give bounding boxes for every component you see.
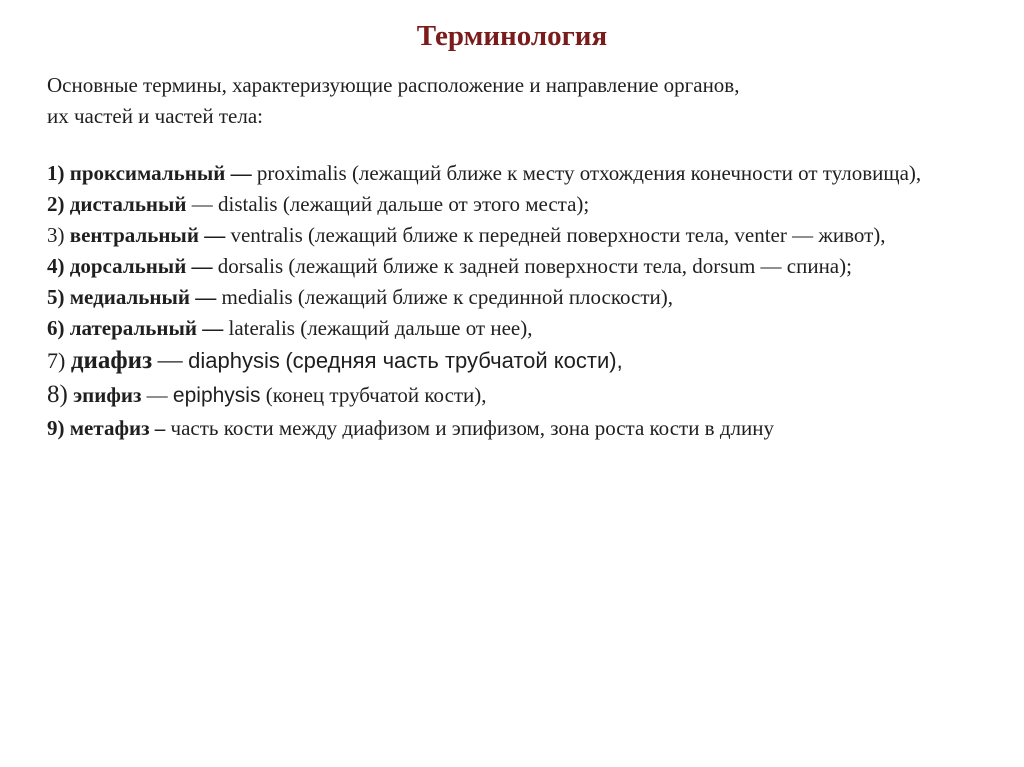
term-latin: ventralis [230,223,303,247]
term-description: (лежащий дальше от нее), [300,316,533,340]
term-name: дистальный [69,192,187,216]
term-name: вентральный [69,223,199,247]
term-latin: medialis [221,285,293,309]
term-dash: — [204,223,226,247]
term-number: 1) [47,161,65,185]
term-item-1 [47,160,1007,187]
term-dash: – [154,416,166,440]
term-latin: epiphysis [172,384,261,407]
term-number: 9) [47,416,65,440]
term-description: (конец трубчатой кости), [265,383,487,407]
term-number: 4) [47,254,65,278]
term-number: 7) [47,348,66,373]
term-latin: lateralis [228,316,295,340]
term-dash: — [191,254,213,278]
term-item-5 [47,284,1007,311]
term-name: дорсальный [69,254,187,278]
term-dash: — [191,192,213,216]
term-number: 6) [47,316,65,340]
intro-text [47,70,1007,132]
term-dash: — [195,285,217,309]
term-number: 5) [47,285,65,309]
term-dash: — [157,347,183,374]
term-description: (лежащий ближе к передней поверхности тела, venter — живот), [308,223,886,247]
term-dash: — [230,161,252,185]
term-description: часть кости между диафизом и эпифизом, зона роста кости в длину [170,416,774,440]
term-name: медиальный [69,285,190,309]
term-latin: diaphysis [188,348,280,373]
term-description: (лежащий ближе к срединной плоскости), [297,285,674,309]
term-dash: — [146,383,168,407]
intro-line-2: их частей и частей тела: [47,104,263,128]
terms-list [47,160,1007,446]
term-name: эпифиз [73,383,142,407]
term-latin: distalis [218,192,278,216]
term-number: 2) [47,192,65,216]
term-name: диафиз [70,347,153,374]
term-latin: dorsalis [217,254,284,278]
term-number: 8) [47,381,68,408]
term-description: (средняя часть трубчатой кости), [285,348,623,373]
term-dash: — [202,316,224,340]
term-item-3 [47,222,1007,249]
term-item-6 [47,315,1007,342]
term-name: проксимальный [69,161,226,185]
term-item-7 [47,346,1007,376]
term-item-9 [47,415,1007,442]
term-description: (лежащий ближе к месту отхождения конечности от туловища), [351,161,922,185]
term-item-8 [47,380,1007,411]
intro-line-1: Основные термины, характеризующие расположение и направление органов, [47,73,740,97]
term-item-4 [47,253,1007,280]
term-name: метафиз [69,416,150,440]
term-description: (лежащий дальше от этого места); [282,192,590,216]
term-name: латеральный [69,316,197,340]
term-latin: proximalis [256,161,347,185]
term-item-2 [47,191,1007,218]
term-number: 3) [47,223,65,247]
term-description: (лежащий ближе к задней поверхности тела, dorsum — спина); [288,254,852,278]
slide-title: Терминология [416,20,608,52]
